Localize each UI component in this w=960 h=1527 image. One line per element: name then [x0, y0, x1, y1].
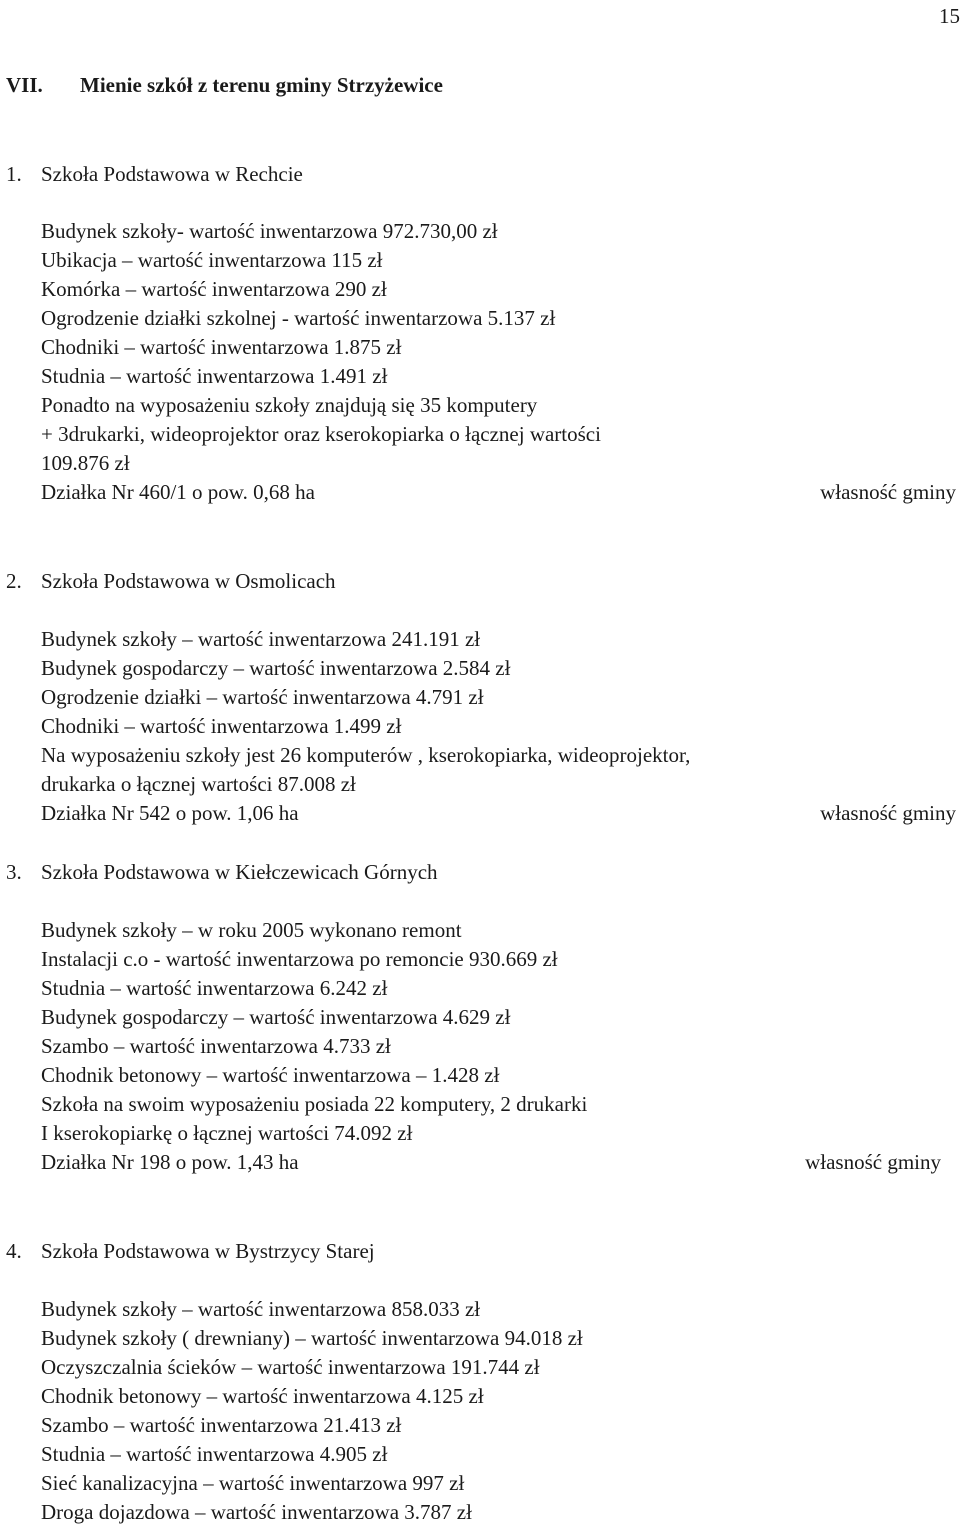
list-item: I kserokopiarkę o łącznej wartości 74.092 zł — [41, 1121, 413, 1145]
plot-info: Działka Nr 542 o pow. 1,06 ha — [41, 801, 299, 825]
list-item: Budynek szkoły- wartość inwentarzowa 972.730,00 zł — [41, 219, 498, 243]
school-section-2 — [6, 567, 956, 828]
list-item: Budynek szkoły – wartość inwentarzowa 241.191 zł — [41, 627, 481, 651]
ownership-label: własność gminy — [805, 1150, 941, 1174]
list-item: Studnia – wartość inwentarzowa 6.242 zł — [41, 976, 388, 1000]
plot-line — [41, 478, 956, 507]
list-item: Chodniki – wartość inwentarzowa 1.499 zł — [41, 714, 402, 738]
list-item: Chodnik betonowy – wartość inwentarzowa – 1.428 zł — [41, 1063, 500, 1087]
list-item: Chodniki – wartość inwentarzowa 1.875 zł — [41, 335, 402, 359]
list-item: Szambo – wartość inwentarzowa 4.733 zł — [41, 1034, 391, 1058]
section-title: 4. Szkoła Podstawowa w Bystrzycy Starej — [6, 1239, 375, 1263]
plot-info: Działka Nr 198 o pow. 1,43 ha — [41, 1150, 299, 1174]
ownership-label: własność gminy — [820, 801, 956, 825]
plot-info: Działka Nr 460/1 o pow. 0,68 ha — [41, 480, 315, 504]
list-item: Ogrodzenie działki – wartość inwentarzowa 4.791 zł — [41, 685, 484, 709]
page-number: 15 — [939, 4, 960, 28]
list-item: Studnia – wartość inwentarzowa 1.491 zł — [41, 364, 388, 388]
ownership-label: własność gminy — [820, 480, 956, 504]
chapter-heading — [6, 73, 443, 98]
school-section-3 — [6, 858, 956, 1177]
section-title: 2. Szkoła Podstawowa w Osmolicach — [6, 569, 336, 593]
list-item: Sieć kanalizacyjna – wartość inwentarzowa 997 zł — [41, 1471, 465, 1495]
list-item: Budynek szkoły – w roku 2005 wykonano remont — [41, 918, 462, 942]
list-item: Ogrodzenie działki szkolnej - wartość inwentarzowa 5.137 zł — [41, 306, 556, 330]
list-item: Ubikacja – wartość inwentarzowa 115 zł — [41, 248, 383, 272]
list-item: Oczyszczalnia ścieków – wartość inwentarzowa 191.744 zł — [41, 1355, 540, 1379]
list-item: 109.876 zł — [41, 451, 130, 475]
list-item: drukarka o łącznej wartości 87.008 zł — [41, 772, 356, 796]
list-item: + 3drukarki, wideoprojektor oraz kserokopiarka o łącznej wartości — [41, 422, 601, 446]
chapter-number: VII. — [6, 73, 43, 97]
list-item: Instalacji c.o - wartość inwentarzowa po remoncie 930.669 zł — [41, 947, 558, 971]
list-item: Komórka – wartość inwentarzowa 290 zł — [41, 277, 387, 301]
list-item: Budynek szkoły ( drewniany) – wartość inwentarzowa 94.018 zł — [41, 1326, 583, 1350]
list-item: Chodnik betonowy – wartość inwentarzowa 4.125 zł — [41, 1384, 484, 1408]
school-section-4 — [6, 1237, 956, 1527]
asset-list — [6, 916, 956, 1177]
chapter-title: Mienie szkół z terenu gminy Strzyżewice — [80, 73, 443, 97]
list-item: Ponadto na wyposażeniu szkoły znajdują się 35 komputery — [41, 393, 538, 417]
list-item: Na wyposażeniu szkoły jest 26 komputerów , kserokopiarka, wideoprojektor, — [41, 743, 691, 767]
asset-list — [6, 217, 956, 507]
school-section-1 — [6, 160, 956, 507]
list-item: Budynek gospodarczy – wartość inwentarzowa 4.629 zł — [41, 1005, 511, 1029]
list-item: Szambo – wartość inwentarzowa 21.413 zł — [41, 1413, 402, 1437]
plot-line — [41, 1148, 941, 1177]
list-item: Studnia – wartość inwentarzowa 4.905 zł — [41, 1442, 388, 1466]
section-title: 1. Szkoła Podstawowa w Rechcie — [6, 162, 303, 186]
list-item: Budynek gospodarczy – wartość inwentarzowa 2.584 zł — [41, 656, 511, 680]
list-item: Szkoła na swoim wyposażeniu posiada 22 komputery, 2 drukarki — [41, 1092, 588, 1116]
asset-list — [6, 1295, 956, 1527]
list-item: Droga dojazdowa – wartość inwentarzowa 3.787 zł — [41, 1500, 472, 1524]
asset-list — [6, 625, 956, 828]
plot-line — [41, 799, 956, 828]
list-item: Budynek szkoły – wartość inwentarzowa 858.033 zł — [41, 1297, 481, 1321]
section-title: 3. Szkoła Podstawowa w Kiełczewicach Górnych — [6, 860, 438, 884]
